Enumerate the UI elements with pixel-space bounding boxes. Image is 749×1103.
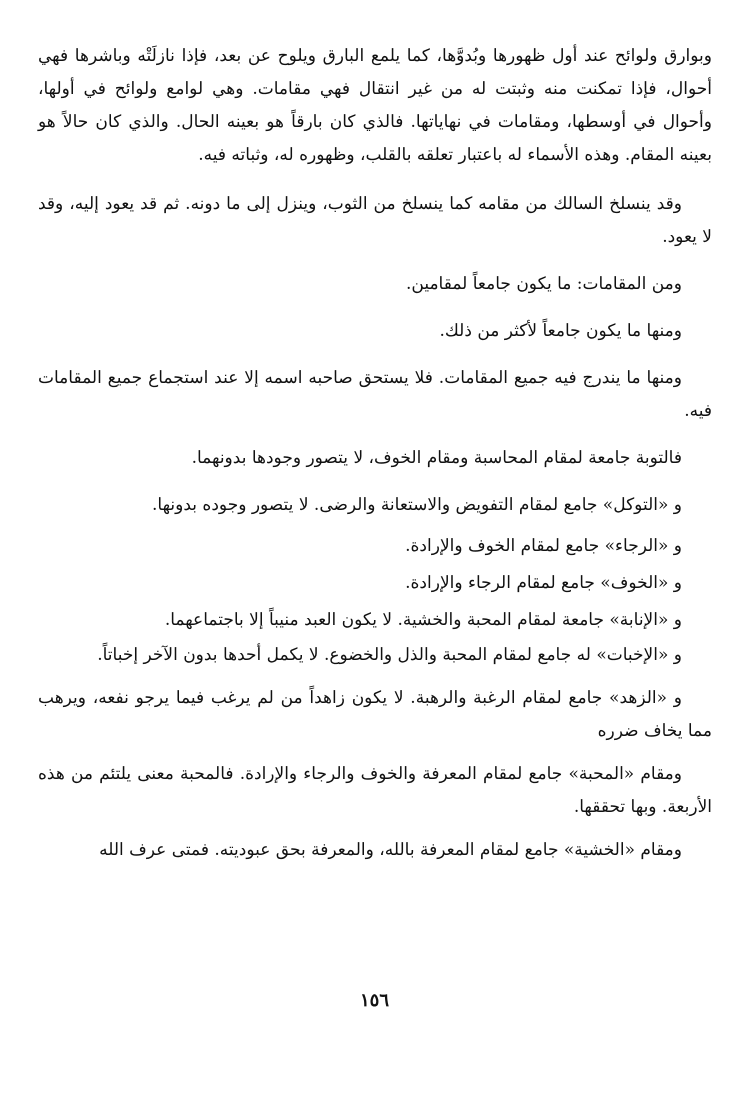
paragraph-6: فالتوبة جامعة لمقام المحاسبة ومقام الخوف، لا يتصور وجودها بدونهما. — [191, 448, 682, 468]
paragraph-11: و «الإخبات» له جامع لمقام المحبة والذل والخضوع. لا يكمل أحدها بدون الآخر إخباتاً. — [97, 645, 682, 665]
paragraph-7: و «التوكل» جامع لمقام التفويض والاستعانة والرضى. لا يتصور وجوده بدونها. — [152, 495, 682, 515]
paragraph-9: و «الخوف» جامع لمقام الرجاء والإرادة. — [405, 573, 682, 593]
paragraph-4: ومنها ما يكون جامعاً لأكثر من ذلك. — [439, 321, 682, 341]
page-body — [38, 40, 712, 867]
paragraph-8: و «الرجاء» جامع لمقام الخوف والإرادة. — [405, 536, 682, 556]
paragraph-10: و «الإنابة» جامعة لمقام المحبة والخشية. لا يكون العبد منيباً إلا باجتماعهما. — [164, 610, 682, 630]
paragraph-5: ومنها ما يندرج فيه جميع المقامات. فلا يستحق صاحبه اسمه إلا عند استجماع جميع المقامات فيه. — [38, 368, 712, 421]
page-number: ١٥٦ — [359, 990, 389, 1011]
paragraph-14: ومقام «الخشية» جامع لمقام المعرفة بالله، والمعرفة بحق عبوديته. فمتى عرف الله — [99, 840, 682, 860]
paragraph-3: ومن المقامات: ما يكون جامعاً لمقامين. — [405, 274, 682, 294]
paragraph-1: وبوارق ولوائح عند أول ظهورها وبُدوَّها، كما يلمع البارق ويلوح عن بعد، فإذا نازلَتْه وباشرها فهي أحوال، فإذا تمكنت منه وثبتت له من غير انتقال فهي مقامات. وهي لوامع ولوائح في أولها، وأحوال في أوسطها، ومقامات في نهاياتها. فالذي كان بارقاً هو بعينه الحال. والذي كان حالاً هو بعينه المقام. وهذه الأسماء له باعتبار تعلقه بالقلب، وظهوره له، وثباته فيه. — [38, 46, 712, 165]
paragraph-2: وقد ينسلخ السالك من مقامه كما ينسلخ من الثوب، وينزل إلى ما دونه. ثم قد يعود إليه، وقد لا يعود. — [38, 194, 712, 247]
paragraph-13: ومقام «المحبة» جامع لمقام المعرفة والخوف والرجاء والإرادة. فالمحبة معنى يلتئم من هذه الأربعة. وبها تحققها. — [38, 764, 712, 817]
paragraph-12: و «الزهد» جامع لمقام الرغبة والرهبة. لا يكون زاهداً من لم يرغب فيما يرجو نفعه، ويرهب مما يخاف ضرره — [38, 688, 712, 741]
